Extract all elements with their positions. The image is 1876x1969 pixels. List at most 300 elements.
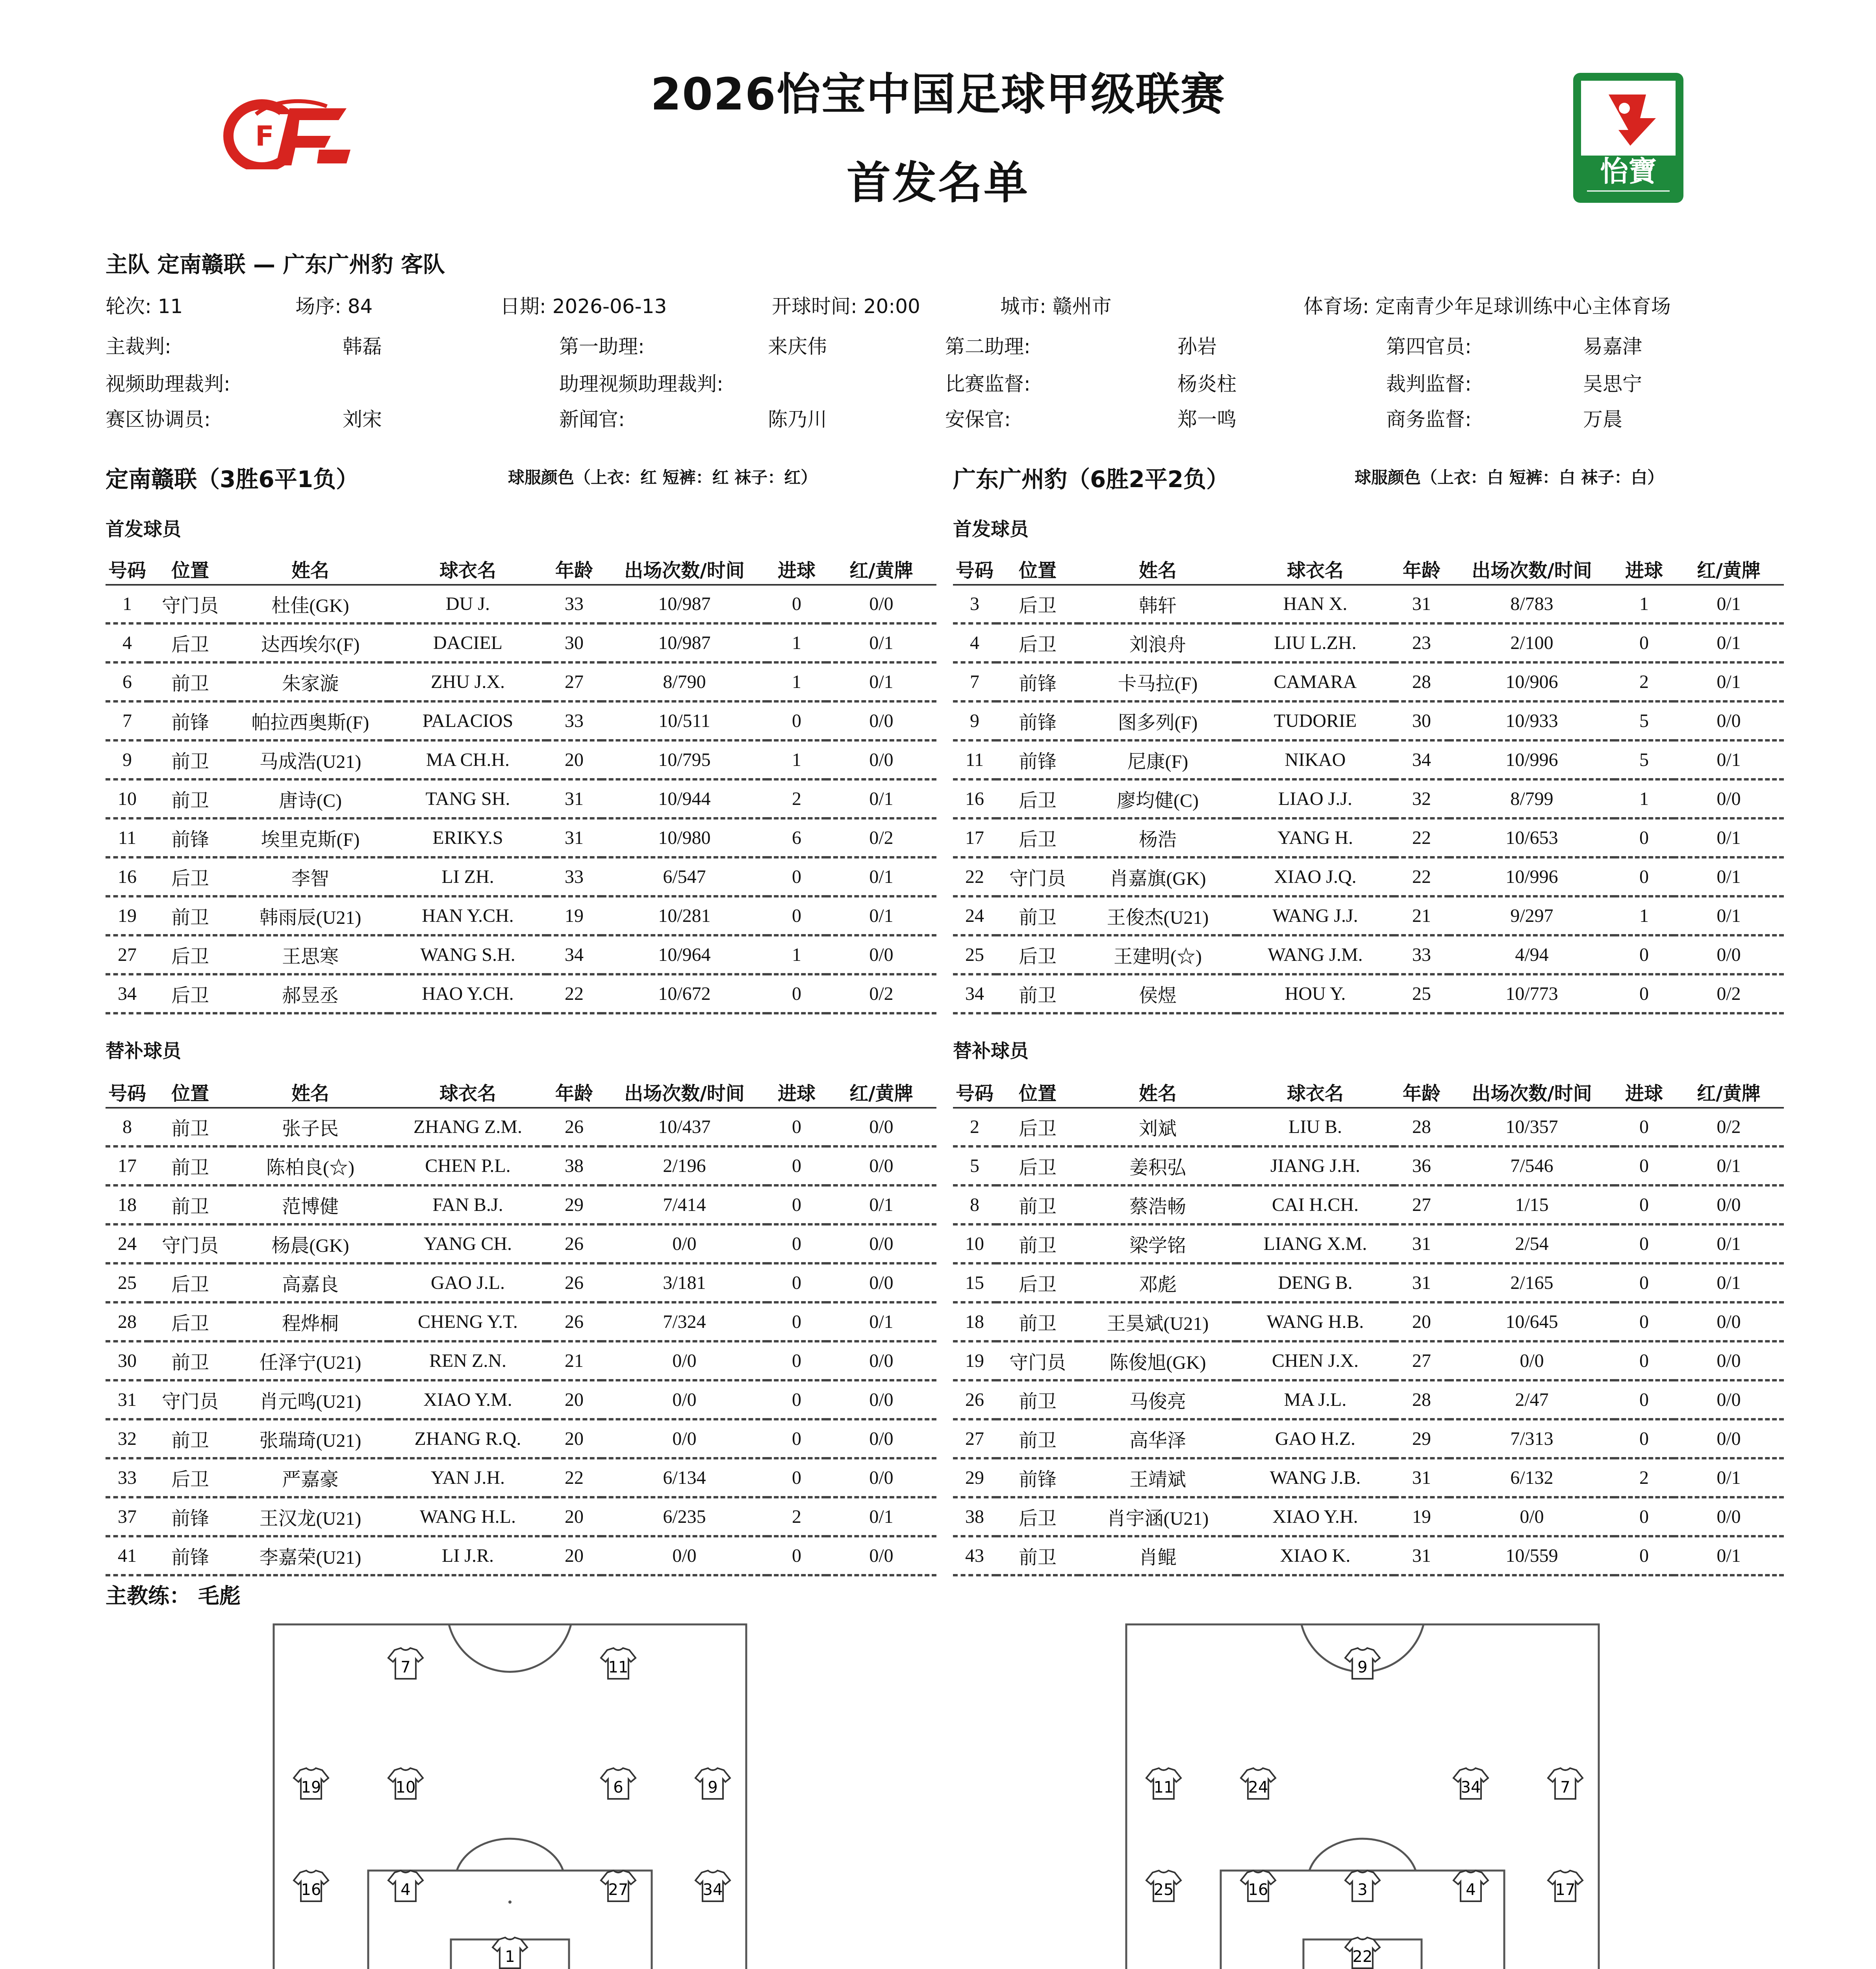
table-cell: LIANG X.M. — [1236, 1224, 1394, 1263]
table-cell: HAN X. — [1236, 585, 1394, 623]
table-cell: 28 — [106, 1302, 149, 1341]
table-cell: 0/1 — [1674, 818, 1784, 857]
table-cell: 后卫 — [149, 974, 232, 1013]
table-cell: 前卫 — [996, 1224, 1079, 1263]
table-cell: 任泽宁(U21) — [232, 1341, 389, 1380]
table-cell: 0 — [767, 1419, 826, 1458]
table-cell: ERIKY.S — [389, 818, 547, 857]
info-item: 场序: 84 — [295, 295, 373, 318]
jersey-icon — [1548, 1871, 1583, 1901]
table-cell: 33 — [1394, 935, 1449, 974]
table-cell: 范博健 — [232, 1185, 389, 1224]
jersey-icon — [695, 1871, 730, 1901]
jersey-number: 4 — [1466, 1881, 1476, 1899]
table-row — [953, 1263, 1784, 1302]
sponsor-logo-text: 怡寶 — [1600, 155, 1657, 188]
table-cell: 43 — [953, 1536, 996, 1575]
table-row — [106, 1380, 936, 1419]
table-row — [106, 935, 936, 974]
jersey-icon — [1146, 1871, 1181, 1901]
table-cell: MA CH.H. — [389, 740, 547, 779]
table-cell: 1 — [767, 935, 826, 974]
table-cell: 0 — [767, 1185, 826, 1224]
table-cell: 杨浩 — [1079, 818, 1236, 857]
official-label: 商务监督: — [1386, 408, 1472, 431]
table-cell: 1 — [1615, 896, 1674, 935]
table-cell: 0/1 — [826, 779, 936, 818]
table-cell: 0/0 — [1674, 1302, 1784, 1341]
table-cell: 30 — [547, 623, 602, 662]
table-cell: 0/1 — [826, 623, 936, 662]
jersey-number: 34 — [1461, 1778, 1481, 1797]
table-cell: 2/54 — [1449, 1224, 1615, 1263]
table-cell: 37 — [106, 1497, 149, 1536]
table-cell: 王俊杰(U21) — [1079, 896, 1236, 935]
home-kit-colors: 球服颜色（上衣：红 短裤：红 袜子：红） — [508, 468, 818, 487]
table-cell: HAN Y.CH. — [389, 896, 547, 935]
table-cell: 0/1 — [826, 1185, 936, 1224]
home-starters-label: 首发球员 — [106, 518, 182, 540]
jersey-number: 3 — [1357, 1881, 1368, 1899]
table-cell: 27 — [106, 935, 149, 974]
column-header: 球衣名 — [389, 553, 547, 585]
table-cell: TUDORIE — [1236, 701, 1394, 740]
table-row — [106, 1146, 936, 1185]
table-cell: 0/0 — [826, 935, 936, 974]
table-cell: 0 — [767, 1341, 826, 1380]
jersey-number: 6 — [613, 1778, 623, 1797]
table-row — [953, 1497, 1784, 1536]
table-cell: 23 — [1394, 623, 1449, 662]
table-cell: CAMARA — [1236, 662, 1394, 701]
table-cell: 19 — [547, 896, 602, 935]
table-cell: 25 — [1394, 974, 1449, 1013]
table-cell: LI ZH. — [389, 857, 547, 896]
table-cell: 38 — [953, 1497, 996, 1536]
table-row — [953, 585, 1784, 623]
table-cell: FAN B.J. — [389, 1185, 547, 1224]
table-cell: 前锋 — [149, 818, 232, 857]
table-cell: 10/987 — [602, 585, 767, 623]
table-cell: 32 — [106, 1419, 149, 1458]
table-cell: 36 — [1394, 1146, 1449, 1185]
table-cell: 28 — [1394, 1380, 1449, 1419]
table-cell: 10 — [953, 1224, 996, 1263]
table-row — [106, 585, 936, 623]
table-cell: 33 — [547, 585, 602, 623]
table-cell: 22 — [547, 1458, 602, 1497]
table-cell: 朱家漩 — [232, 662, 389, 701]
away-starters-label: 首发球员 — [953, 518, 1029, 540]
table-cell: 4 — [953, 623, 996, 662]
table-cell: 9/297 — [1449, 896, 1615, 935]
home-formation-pitch — [272, 1622, 748, 1969]
table-cell: 19 — [106, 896, 149, 935]
table-cell: 后卫 — [149, 623, 232, 662]
table-cell: 韩雨辰(U21) — [232, 896, 389, 935]
table-row — [953, 623, 1784, 662]
table-row — [106, 779, 936, 818]
column-header: 号码 — [953, 1076, 996, 1108]
column-header: 球衣名 — [389, 1076, 547, 1108]
table-cell: 7/546 — [1449, 1146, 1615, 1185]
table-cell: 5 — [1615, 740, 1674, 779]
table-cell: CHENG Y.T. — [389, 1302, 547, 1341]
table-cell: 0/2 — [826, 974, 936, 1013]
table-row — [953, 740, 1784, 779]
table-cell: 0 — [1615, 935, 1674, 974]
column-header: 红/黄牌 — [1674, 553, 1784, 585]
table-row — [953, 1302, 1784, 1341]
table-cell: 8 — [953, 1185, 996, 1224]
table-cell: WANG J.J. — [1236, 896, 1394, 935]
table-cell: 0 — [1615, 1185, 1674, 1224]
table-row — [106, 1536, 936, 1575]
table-cell: 后卫 — [149, 1302, 232, 1341]
jersey-icon — [1146, 1768, 1181, 1799]
table-cell: ZHU J.X. — [389, 662, 547, 701]
table-cell: 前卫 — [149, 1419, 232, 1458]
table-cell: 18 — [953, 1302, 996, 1341]
table-cell: 1 — [1615, 779, 1674, 818]
table-cell: 0 — [1615, 1419, 1674, 1458]
column-header: 进球 — [1615, 553, 1674, 585]
head-coach: 主教练： 毛彪 — [106, 1583, 241, 1608]
column-header: 年龄 — [1394, 553, 1449, 585]
table-cell: 0/1 — [1674, 1146, 1784, 1185]
table-cell: 前锋 — [996, 1458, 1079, 1497]
away-kit-colors: 球服颜色（上衣：白 短裤：白 袜子：白） — [1355, 468, 1664, 487]
table-cell: 0/0 — [826, 1341, 936, 1380]
table-cell: 10/653 — [1449, 818, 1615, 857]
table-cell: 0 — [1615, 1536, 1674, 1575]
table-cell: PALACIOS — [389, 701, 547, 740]
svg-text:F: F — [255, 120, 274, 152]
table-cell: 0 — [1615, 1341, 1674, 1380]
table-cell: 0/0 — [602, 1341, 767, 1380]
table-cell: 7 — [106, 701, 149, 740]
table-row — [953, 1108, 1784, 1146]
column-header: 球衣名 — [1236, 1076, 1394, 1108]
table-cell: 16 — [106, 857, 149, 896]
table-cell: 达西埃尔(F) — [232, 623, 389, 662]
table-cell: NIKAO — [1236, 740, 1394, 779]
column-header: 红/黄牌 — [826, 1076, 936, 1108]
jersey-number: 34 — [703, 1881, 723, 1899]
table-cell: 0 — [767, 1263, 826, 1302]
table-cell: 2/47 — [1449, 1380, 1615, 1419]
table-cell: 前锋 — [996, 701, 1079, 740]
table-cell: 守门员 — [149, 1224, 232, 1263]
table-cell: 陈俊旭(GK) — [1079, 1341, 1236, 1380]
table-cell: 0/0 — [826, 585, 936, 623]
table-cell: 2 — [953, 1108, 996, 1146]
table-cell: 29 — [1394, 1419, 1449, 1458]
table-cell: 廖均健(C) — [1079, 779, 1236, 818]
table-cell: 10/437 — [602, 1108, 767, 1146]
table-row — [106, 1497, 936, 1536]
table-row — [106, 1224, 936, 1263]
table-cell: 31 — [547, 779, 602, 818]
table-cell: 前锋 — [996, 662, 1079, 701]
jersey-icon — [601, 1648, 636, 1679]
table-row — [953, 1341, 1784, 1380]
table-cell: 26 — [547, 1108, 602, 1146]
table-cell: 2/196 — [602, 1146, 767, 1185]
table-cell: LIU L.ZH. — [1236, 623, 1394, 662]
table-cell: 前卫 — [149, 740, 232, 779]
table-cell: 10/357 — [1449, 1108, 1615, 1146]
table-cell: 严嘉豪 — [232, 1458, 389, 1497]
table-cell: 刘浪舟 — [1079, 623, 1236, 662]
table-cell: 姜积弘 — [1079, 1146, 1236, 1185]
table-cell: 前卫 — [996, 1380, 1079, 1419]
table-row — [953, 779, 1784, 818]
table-cell: 27 — [1394, 1185, 1449, 1224]
table-cell: 李智 — [232, 857, 389, 896]
table-cell: 0/0 — [826, 1108, 936, 1146]
column-header: 位置 — [996, 553, 1079, 585]
table-row — [953, 1380, 1784, 1419]
table-cell: 1 — [1615, 585, 1674, 623]
table-cell: 10 — [106, 779, 149, 818]
table-cell: 6/134 — [602, 1458, 767, 1497]
table-cell: 前卫 — [996, 1185, 1079, 1224]
table-cell: 3 — [953, 585, 996, 623]
table-cell: 10/645 — [1449, 1302, 1615, 1341]
table-cell: 0/1 — [826, 1302, 936, 1341]
table-cell: 0/1 — [1674, 1536, 1784, 1575]
official-label: 第二助理: — [945, 335, 1031, 358]
table-cell: 0 — [767, 585, 826, 623]
table-cell: 0/1 — [1674, 1458, 1784, 1497]
table-cell: 0/1 — [826, 662, 936, 701]
table-cell: 31 — [1394, 1458, 1449, 1497]
table-row — [953, 1224, 1784, 1263]
table-cell: 0 — [1615, 1302, 1674, 1341]
table-cell: 21 — [1394, 896, 1449, 935]
table-row — [106, 896, 936, 935]
table-cell: 0/0 — [826, 1419, 936, 1458]
table-cell: 32 — [1394, 779, 1449, 818]
table-cell: 9 — [106, 740, 149, 779]
away-subs-table — [953, 1076, 1784, 1576]
home-subs-label: 替补球员 — [106, 1040, 182, 1062]
table-cell: 10/987 — [602, 623, 767, 662]
jersey-icon — [1241, 1871, 1275, 1901]
table-cell: 10/281 — [602, 896, 767, 935]
table-cell: 图多列(F) — [1079, 701, 1236, 740]
table-row — [106, 1419, 936, 1458]
table-cell: 6 — [767, 818, 826, 857]
table-cell: 0/0 — [602, 1224, 767, 1263]
away-formation-pitch — [1124, 1622, 1601, 1969]
home-subs-table — [106, 1076, 936, 1576]
table-cell: 26 — [547, 1224, 602, 1263]
table-cell: 10/980 — [602, 818, 767, 857]
info-item: 体育场: 定南青少年足球训练中心主体育场 — [1303, 295, 1671, 318]
table-cell: 2/100 — [1449, 623, 1615, 662]
table-cell: 0/0 — [1674, 1185, 1784, 1224]
table-cell: 33 — [547, 857, 602, 896]
jersey-icon — [294, 1768, 328, 1799]
official-label: 主裁判: — [106, 335, 171, 358]
table-cell: 守门员 — [996, 1341, 1079, 1380]
column-header: 号码 — [106, 1076, 149, 1108]
table-cell: 31 — [1394, 585, 1449, 623]
table-cell: 7/324 — [602, 1302, 767, 1341]
table-cell: 41 — [106, 1536, 149, 1575]
table-cell: XIAO J.Q. — [1236, 857, 1394, 896]
table-cell: 0 — [1615, 623, 1674, 662]
table-cell: 20 — [547, 1536, 602, 1575]
table-cell: 25 — [953, 935, 996, 974]
column-header: 位置 — [149, 553, 232, 585]
table-cell: 0 — [767, 1302, 826, 1341]
table-cell: 0/0 — [826, 701, 936, 740]
table-cell: 肖宇涵(U21) — [1079, 1497, 1236, 1536]
table-cell: 0 — [767, 896, 826, 935]
column-header: 号码 — [106, 553, 149, 585]
table-cell: WANG H.L. — [389, 1497, 547, 1536]
table-cell: 后卫 — [996, 1263, 1079, 1302]
official-label: 赛区协调员: — [106, 408, 211, 431]
table-cell: 27 — [953, 1419, 996, 1458]
table-cell: 蔡浩畅 — [1079, 1185, 1236, 1224]
table-cell: 0/0 — [826, 1458, 936, 1497]
table-cell: 0/0 — [1674, 779, 1784, 818]
table-cell: 30 — [106, 1341, 149, 1380]
table-cell: 7/414 — [602, 1185, 767, 1224]
table-cell: LI J.R. — [389, 1536, 547, 1575]
table-cell: 杨晨(GK) — [232, 1224, 389, 1263]
table-cell: 前卫 — [996, 896, 1079, 935]
table-cell: 马成浩(U21) — [232, 740, 389, 779]
table-cell: 梁学铭 — [1079, 1224, 1236, 1263]
table-cell: 高嘉良 — [232, 1263, 389, 1302]
jersey-number: 9 — [708, 1778, 718, 1797]
table-cell: 0/2 — [1674, 1108, 1784, 1146]
table-row — [106, 1108, 936, 1146]
page-subtitle: 首发名单 — [847, 158, 1029, 209]
jersey-number: 1 — [505, 1948, 515, 1966]
table-cell: 0/0 — [826, 740, 936, 779]
table-cell: 后卫 — [149, 935, 232, 974]
table-cell: 29 — [953, 1458, 996, 1497]
table-row — [106, 623, 936, 662]
table-cell: 28 — [1394, 1108, 1449, 1146]
table-cell: 王汉龙(U21) — [232, 1497, 389, 1536]
jersey-icon — [1345, 1871, 1380, 1901]
table-cell: 0/2 — [826, 818, 936, 857]
match-line: 主队 定南赣联 — 广东广州豹 客队 — [106, 252, 445, 278]
table-cell: MA J.L. — [1236, 1380, 1394, 1419]
table-row — [953, 818, 1784, 857]
table-cell: 10/906 — [1449, 662, 1615, 701]
column-header: 红/黄牌 — [826, 553, 936, 585]
table-cell: 刘斌 — [1079, 1108, 1236, 1146]
table-row — [106, 857, 936, 896]
table-cell: 28 — [1394, 662, 1449, 701]
official-name: 万晨 — [1583, 408, 1622, 431]
table-cell: CHEN J.X. — [1236, 1341, 1394, 1380]
table-cell: 0/1 — [1674, 1224, 1784, 1263]
table-cell: 38 — [547, 1146, 602, 1185]
table-cell: HAO Y.CH. — [389, 974, 547, 1013]
table-cell: 10/933 — [1449, 701, 1615, 740]
table-cell: 0 — [767, 1146, 826, 1185]
table-cell: 0 — [1615, 857, 1674, 896]
table-cell: 王思寒 — [232, 935, 389, 974]
table-cell: XIAO K. — [1236, 1536, 1394, 1575]
table-cell: 0/0 — [826, 1536, 936, 1575]
table-cell: 21 — [547, 1341, 602, 1380]
jersey-number: 19 — [301, 1778, 321, 1797]
official-label: 裁判监督: — [1386, 373, 1472, 395]
jersey-icon — [1345, 1937, 1380, 1968]
table-cell: 27 — [547, 662, 602, 701]
column-header: 出场次数/时间 — [602, 1076, 767, 1108]
table-cell: 前卫 — [149, 1341, 232, 1380]
table-cell: 0/0 — [1674, 701, 1784, 740]
table-cell: 10/672 — [602, 974, 767, 1013]
table-cell: 帕拉西奥斯(F) — [232, 701, 389, 740]
table-cell: 后卫 — [996, 585, 1079, 623]
table-cell: 24 — [953, 896, 996, 935]
table-cell: 0/0 — [1674, 1341, 1784, 1380]
table-cell: 25 — [106, 1263, 149, 1302]
table-cell: 0 — [767, 1224, 826, 1263]
column-header: 姓名 — [1079, 1076, 1236, 1108]
column-header: 位置 — [996, 1076, 1079, 1108]
table-cell: 张子民 — [232, 1108, 389, 1146]
table-cell: 高华泽 — [1079, 1419, 1236, 1458]
table-cell: XIAO Y.H. — [1236, 1497, 1394, 1536]
official-name: 韩磊 — [343, 335, 382, 358]
table-cell: 后卫 — [149, 857, 232, 896]
table-cell: 0/0 — [1674, 1497, 1784, 1536]
table-cell: 0/0 — [1674, 1380, 1784, 1419]
jersey-number: 16 — [301, 1881, 321, 1899]
column-header: 年龄 — [547, 1076, 602, 1108]
table-cell: 前卫 — [149, 1185, 232, 1224]
table-cell: 29 — [547, 1185, 602, 1224]
official-name: 易嘉津 — [1583, 335, 1642, 358]
table-cell: 5 — [953, 1146, 996, 1185]
jersey-number: 9 — [1357, 1658, 1368, 1676]
table-cell: 16 — [953, 779, 996, 818]
table-cell: 33 — [106, 1458, 149, 1497]
table-cell: 8/783 — [1449, 585, 1615, 623]
table-cell: 34 — [106, 974, 149, 1013]
column-header: 位置 — [149, 1076, 232, 1108]
official-label: 视频助理裁判: — [106, 373, 230, 395]
jersey-number: 7 — [400, 1658, 411, 1676]
table-row — [106, 1341, 936, 1380]
table-cell: 11 — [953, 740, 996, 779]
table-cell: 2 — [767, 1497, 826, 1536]
table-cell: 22 — [547, 974, 602, 1013]
official-name: 来庆伟 — [768, 335, 827, 358]
official-label: 安保官: — [945, 408, 1011, 431]
table-cell: 0 — [1615, 1263, 1674, 1302]
table-cell: 20 — [547, 1419, 602, 1458]
table-cell: 肖鲲 — [1079, 1536, 1236, 1575]
table-cell: 0/1 — [1674, 662, 1784, 701]
table-cell: 34 — [953, 974, 996, 1013]
table-cell: 0/0 — [826, 1146, 936, 1185]
table-cell: 唐诗(C) — [232, 779, 389, 818]
